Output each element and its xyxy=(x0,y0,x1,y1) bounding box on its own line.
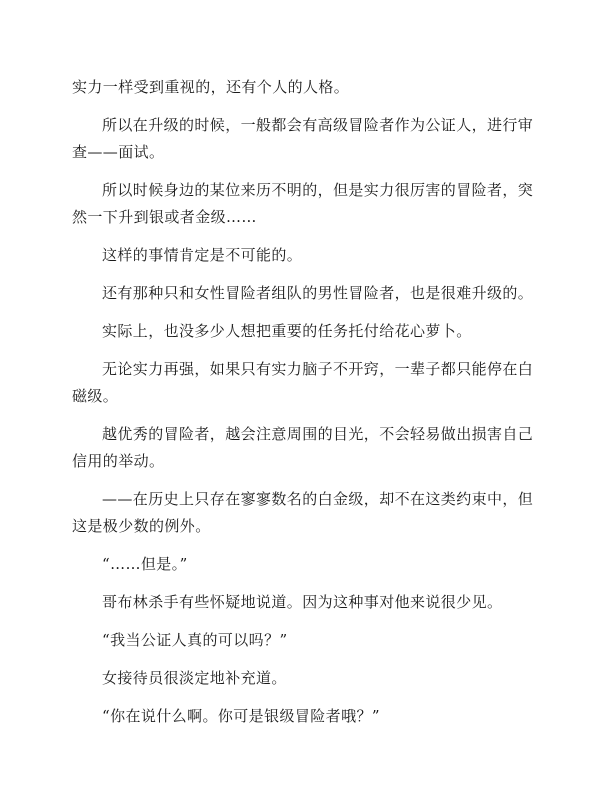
paragraph-7: 无论实力再强，如果只有实力脑子不开窍，一辈子都只能停在白磁级。 xyxy=(72,360,534,405)
paragraph-10: “……但是。” xyxy=(102,555,188,573)
paragraph-4: 这样的事情肯定是不可能的。 xyxy=(102,246,303,264)
paragraph-12: “我当公证人真的可以吗？” xyxy=(102,631,288,649)
paragraph-14: “你在说什么啊。你可是银级冒险者哦？” xyxy=(102,707,380,725)
paragraph-3: 所以时候身边的某位来历不明的，但是实力很厉害的冒险者，突然一下升到银或者金级…… xyxy=(72,181,534,226)
paragraph-9: ——在历史上只存在寥寥数名的白金级，却不在这类约束中，但这是极少数的例外。 xyxy=(72,490,534,535)
paragraph-11: 哥布林杀手有些怀疑地说道。因为这种事对他来说很少见。 xyxy=(102,593,503,611)
paragraph-13: 女接待员很淡定地补充道。 xyxy=(102,669,287,687)
text-body xyxy=(72,74,540,741)
paragraph-5: 还有那种只和女性冒险者组队的男性冒险者，也是很难升级的。 xyxy=(102,284,534,302)
paragraph-1: 实力一样受到重视的，还有个人的人格。 xyxy=(72,78,350,96)
paragraph-8: 越优秀的冒险者，越会注意周围的目光，不会轻易做出损害自己信用的举动。 xyxy=(72,425,534,470)
paragraph-6: 实际上，也没多少人想把重要的任务托付给花心萝卜。 xyxy=(102,322,472,340)
paragraph-2: 所以在升级的时候，一般都会有高级冒险者作为公证人，进行审查——面试。 xyxy=(72,116,534,161)
